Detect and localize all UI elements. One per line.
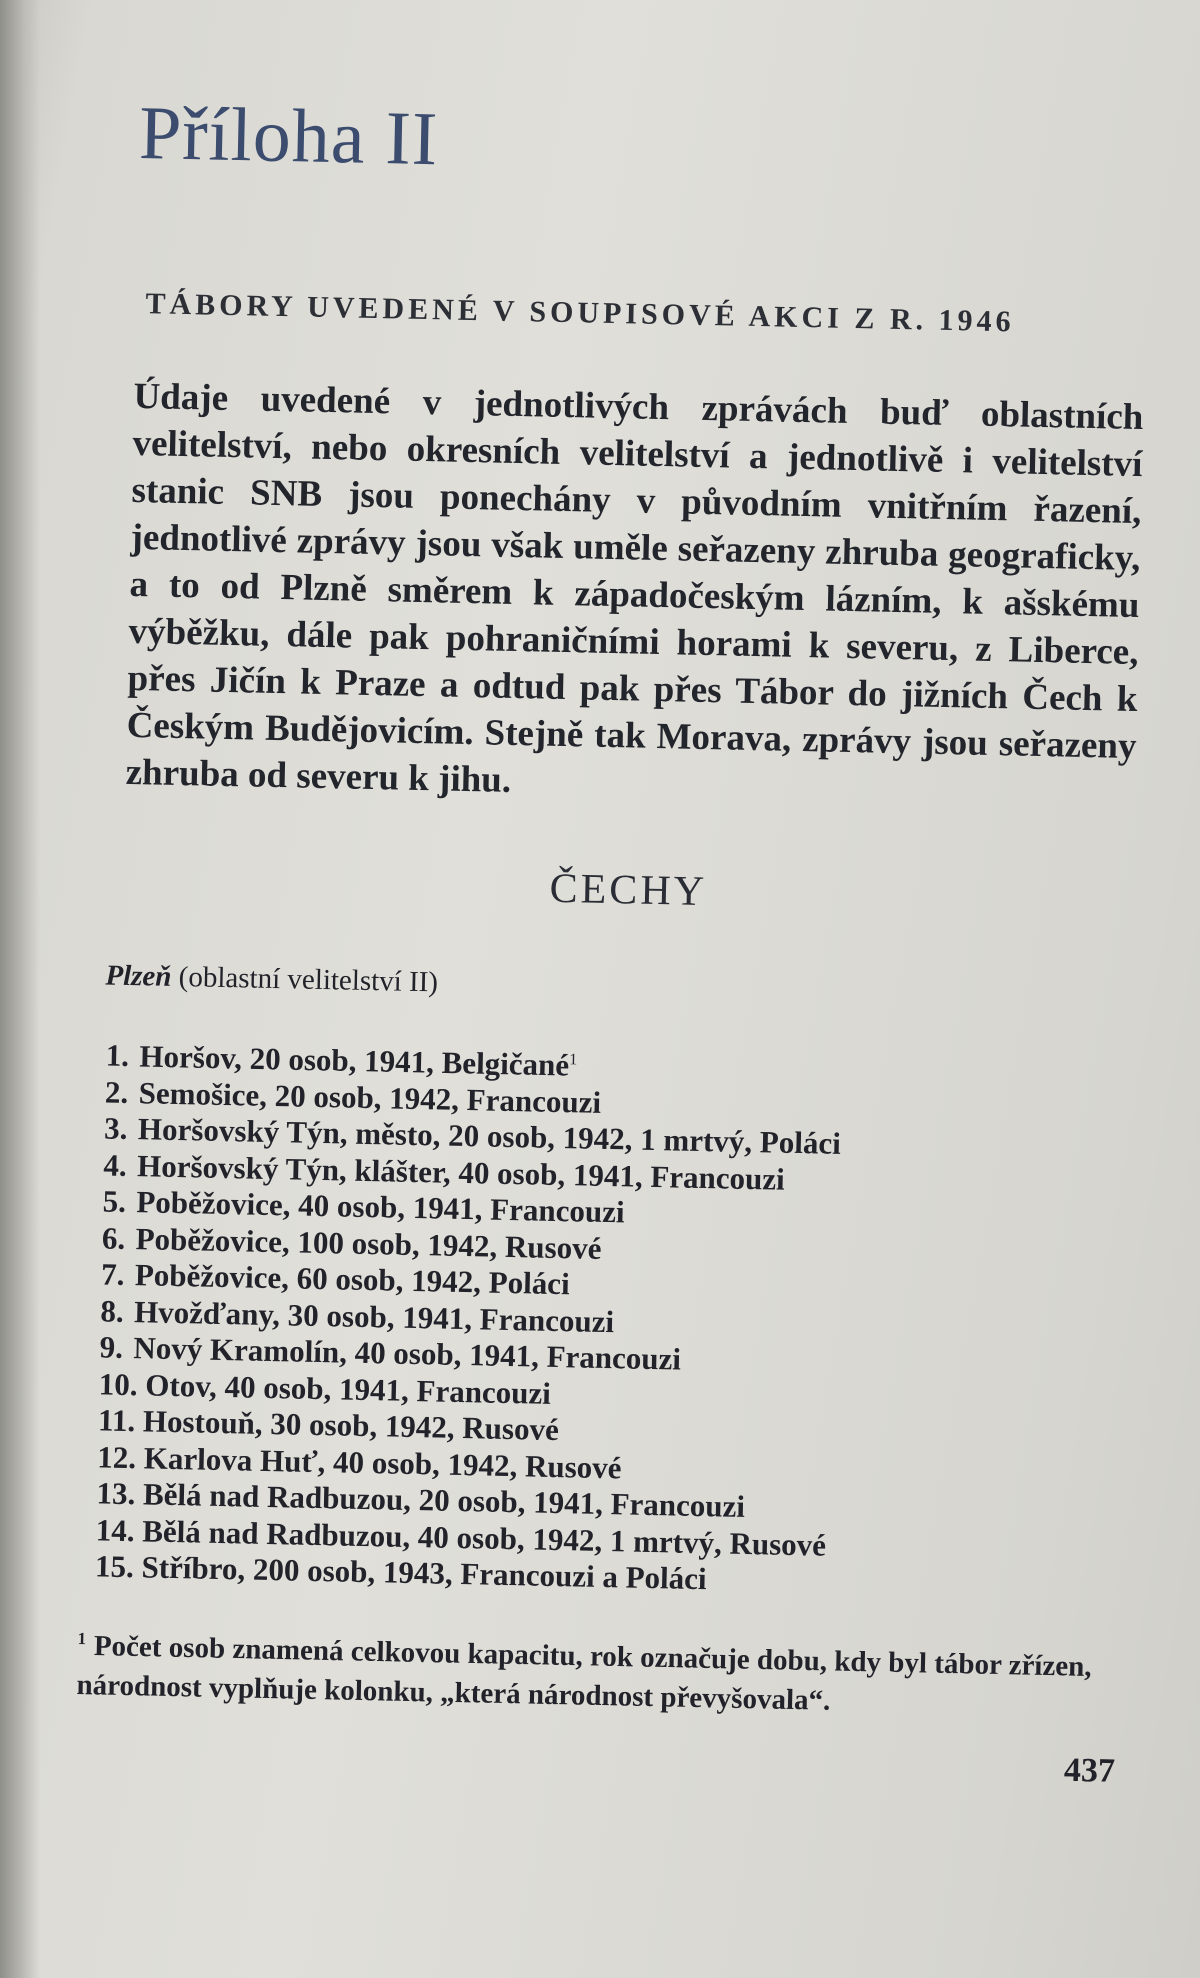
item-text: Nový Kramolín, 40 osob, 1941, Francouzi <box>133 1330 682 1377</box>
footnote-reference: 1 <box>569 1051 578 1069</box>
item-number: 13. <box>96 1475 136 1512</box>
section-title: ČECHY <box>549 865 708 916</box>
item-number: 2. <box>104 1074 129 1110</box>
item-number: 15. <box>94 1548 135 1585</box>
item-text: Karlova Huť, 40 osob, 1942, Rusové <box>143 1440 622 1486</box>
region-name: Plzeň <box>105 959 172 993</box>
page-content <box>76 90 1150 1791</box>
item-text: Stříbro, 200 osob, 1943, Francouzi a Poláci <box>141 1549 707 1597</box>
page-number: 437 <box>1063 1752 1116 1791</box>
item-text: Hostouň, 30 osob, 1942, Rusové <box>142 1403 560 1448</box>
footnote <box>76 1619 1118 1727</box>
item-text: Poběžovice, 40 osob, 1941, Francouzi <box>136 1184 625 1230</box>
item-number: 11. <box>97 1402 136 1439</box>
appendix-subtitle: TÁBORY UVEDENÉ V SOUPISOVÉ AKCI Z R. 1946 <box>145 287 1015 339</box>
intro-paragraph: Údaje uvedené v jednotlivých zprávách buď oblastních velitelství, nebo okresních velitelství a jednotlivě i velitelství stanic SNB jsou ponechány v původním vnitřním řazení, jednotlivé zprávy jsou však uměle seřazeny zhruba geograficky, a to od Plzně směrem k západočeským lázním, k ašskému výběžku, dále pak pohraničními horami k severu, z Liberce, přes Jičín k Praze a odtud pak přes Tábor do jižních Čech k Českým Budějovicím. Stejně tak Morava, zprávy jsou seřazeny zhruba od severu k jihu. <box>125 375 1144 801</box>
footnote-mark: 1 <box>77 1628 87 1649</box>
item-number: 6. <box>101 1220 126 1256</box>
item-text: Bělá nad Radbuzou, 40 osob, 1942, 1 mrtvý, Rusové <box>141 1513 827 1563</box>
item-number: 9. <box>99 1329 124 1366</box>
item-number: 4. <box>103 1147 128 1183</box>
item-text: Otov, 40 osob, 1941, Francouzi <box>145 1367 552 1411</box>
item-number: 8. <box>100 1293 125 1329</box>
item-text: Horšov, 20 osob, 1941, Belgičané <box>139 1038 570 1083</box>
item-number: 7. <box>100 1256 125 1293</box>
item-number: 3. <box>103 1110 128 1147</box>
item-number: 10. <box>98 1366 139 1403</box>
item-text: Poběžovice, 60 osob, 1942, Poláci <box>134 1257 571 1302</box>
item-text: Hvožďany, 30 osob, 1941, Francouzi <box>133 1293 615 1340</box>
item-text: Semošice, 20 osob, 1942, Francouzi <box>138 1075 602 1120</box>
appendix-title: Příloha II <box>138 90 440 182</box>
item-text: Horšovský Týn, město, 20 osob, 1942, 1 mrtvý, Poláci <box>137 1111 842 1162</box>
item-number: 14. <box>95 1512 135 1549</box>
region-heading <box>105 959 1131 1013</box>
item-text: Bělá nad Radbuzou, 20 osob, 1941, Francouzi <box>142 1476 746 1525</box>
item-number: 12. <box>97 1439 137 1476</box>
item-text: Poběžovice, 100 osob, 1942, Rusové <box>135 1220 602 1266</box>
camp-list <box>95 1033 1130 1607</box>
footnote-text: Počet osob znamená celkovou kapacitu, rok označuje dobu, kdy byl tábor zřízen, národnost vyplňuje kolonku, „která národnost převyšovala“. <box>76 1629 1092 1718</box>
region-detail: (oblastní velitelství II) <box>171 960 439 999</box>
item-number: 1. <box>105 1037 130 1074</box>
item-number: 5. <box>102 1183 127 1220</box>
item-text: Horšovský Týn, klášter, 40 osob, 1941, Francouzi <box>136 1148 786 1197</box>
